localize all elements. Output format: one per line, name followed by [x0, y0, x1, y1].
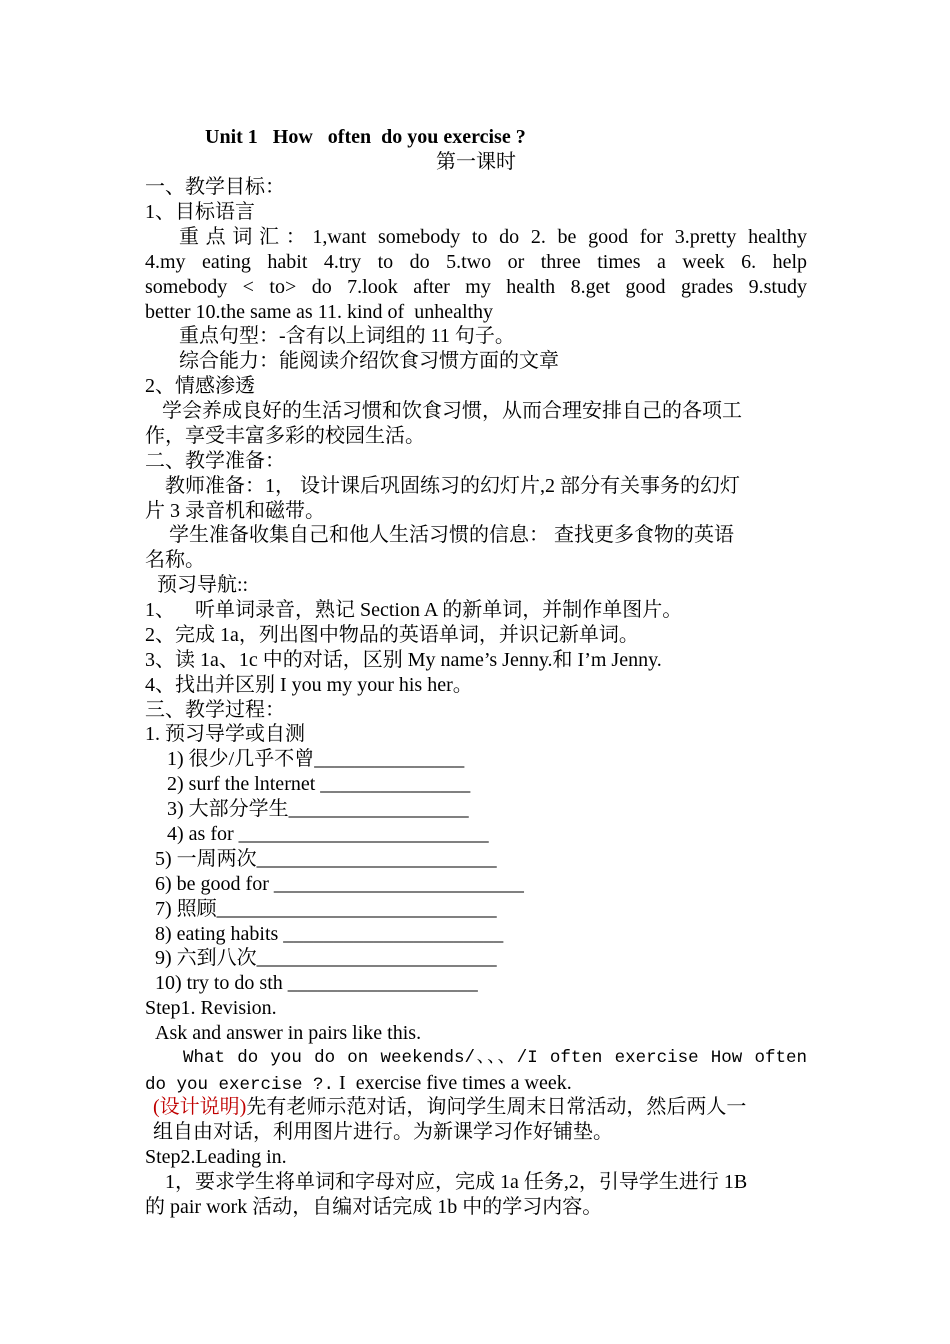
- teacher-prep: 片 3 录音机和磁带。: [145, 500, 325, 522]
- dialog-line: What do you do on weekends/、、、/I often exercise How often: [183, 1048, 807, 1068]
- preview-item: 3、读 1a、1c 中的对话，区别 My name’s Jenny.和 I’m Jenny.: [145, 649, 662, 671]
- comprehensive-ability: 综合能力：能阅读介绍饮食习惯方面的文章: [179, 350, 559, 372]
- document-title: Unit 1 How often do you exercise ?: [205, 126, 526, 148]
- document-subtitle: 第一课时: [436, 151, 516, 173]
- vocab-line: better 10.the same as 11. kind of unhealthy: [145, 301, 494, 323]
- emotion-text: 作，享受丰富多彩的校园生活。: [145, 425, 425, 447]
- step2-heading: Step2.Leading in.: [145, 1146, 287, 1168]
- dialog-question: do you exercise ?.: [145, 1075, 335, 1095]
- section-heading-process: 三、教学过程：: [145, 699, 285, 721]
- exercise-item: 9) 六到八次________________________: [155, 947, 497, 969]
- step2-text: 1，要求学生将单词和字母对应，完成 1a 任务,2，引导学生进行 1B: [165, 1171, 748, 1193]
- preview-heading: 预习导航::: [157, 574, 249, 596]
- exercise-item: 3) 大部分学生__________________: [167, 798, 469, 820]
- exercise-item: 6) be good for _________________________: [155, 873, 524, 895]
- exercise-item: 8) eating habits ______________________: [155, 923, 504, 945]
- step1-description: Ask and answer in pairs like this.: [155, 1022, 422, 1044]
- emotion-text: 学会养成良好的生活习惯和饮食习惯，从而合理安排自己的各项工: [162, 400, 742, 422]
- student-prep: 名称。: [145, 549, 205, 571]
- design-note: [153, 1095, 746, 1119]
- exercise-item: 1) 很少/几乎不曾_______________: [167, 748, 465, 770]
- vocab-line: somebody < to> do 7.look after my health 8.get good grades 9.study: [145, 276, 807, 298]
- design-note-label: (设计说明): [153, 1096, 247, 1118]
- design-note-text: 组自由对话，利用图片进行。为新课学习作好铺垫。: [153, 1121, 613, 1143]
- preview-item: 2、完成 1a，列出图中物品的英语单词，并识记新单词。: [145, 624, 639, 646]
- exercise-item: 7) 照顾____________________________: [155, 898, 497, 920]
- dialog-answer: I exercise five times a week.: [334, 1072, 572, 1094]
- design-note-text: 先有老师示范对话，询问学生周末日常活动，然后两人一: [246, 1096, 747, 1118]
- step2-text: 的 pair work 活动，自编对话完成 1b 中的学习内容。: [145, 1196, 603, 1218]
- preview-item: 1、 听单词录音，熟记 Section A 的新单词，并制作单图片。: [145, 599, 683, 621]
- exercise-item: 2) surf the lnternet _______________: [167, 773, 471, 795]
- preview-item: 4、找出并区别 I you my your his her。: [145, 674, 473, 696]
- vocab-line: 重点词汇：1,want somebody to do 2. be good for 3.pretty healthy: [179, 226, 807, 248]
- exercise-item: 4) as for _________________________: [167, 823, 489, 845]
- exercise-item: 5) 一周两次________________________: [155, 848, 497, 870]
- teacher-prep: 教师准备：1， 设计课后巩固练习的幻灯片,2 部分有关事务的幻灯: [165, 475, 740, 497]
- student-prep: 学生准备收集自己和他人生活习惯的信息： 查找更多食物的英语: [169, 524, 734, 546]
- dialog-line: [145, 1071, 572, 1097]
- subheading-emotion: 2、情感渗透: [145, 375, 255, 397]
- step1-heading: Step1. Revision.: [145, 997, 277, 1019]
- section-heading-preparation: 二、教学准备：: [145, 450, 285, 472]
- subheading-target-language: 1、目标语言: [145, 201, 255, 223]
- key-sentences: 重点句型：-含有以上词组的 11 句子。: [179, 325, 515, 347]
- vocab-line: 4.my eating habit 4.try to do 5.two or three times a week 6. help: [145, 251, 807, 273]
- section-heading-goals: 一、教学目标：: [145, 176, 285, 198]
- exercise-item: 10) try to do sth ___________________: [155, 972, 478, 994]
- subheading-self-test: 1. 预习导学或自测: [145, 723, 305, 745]
